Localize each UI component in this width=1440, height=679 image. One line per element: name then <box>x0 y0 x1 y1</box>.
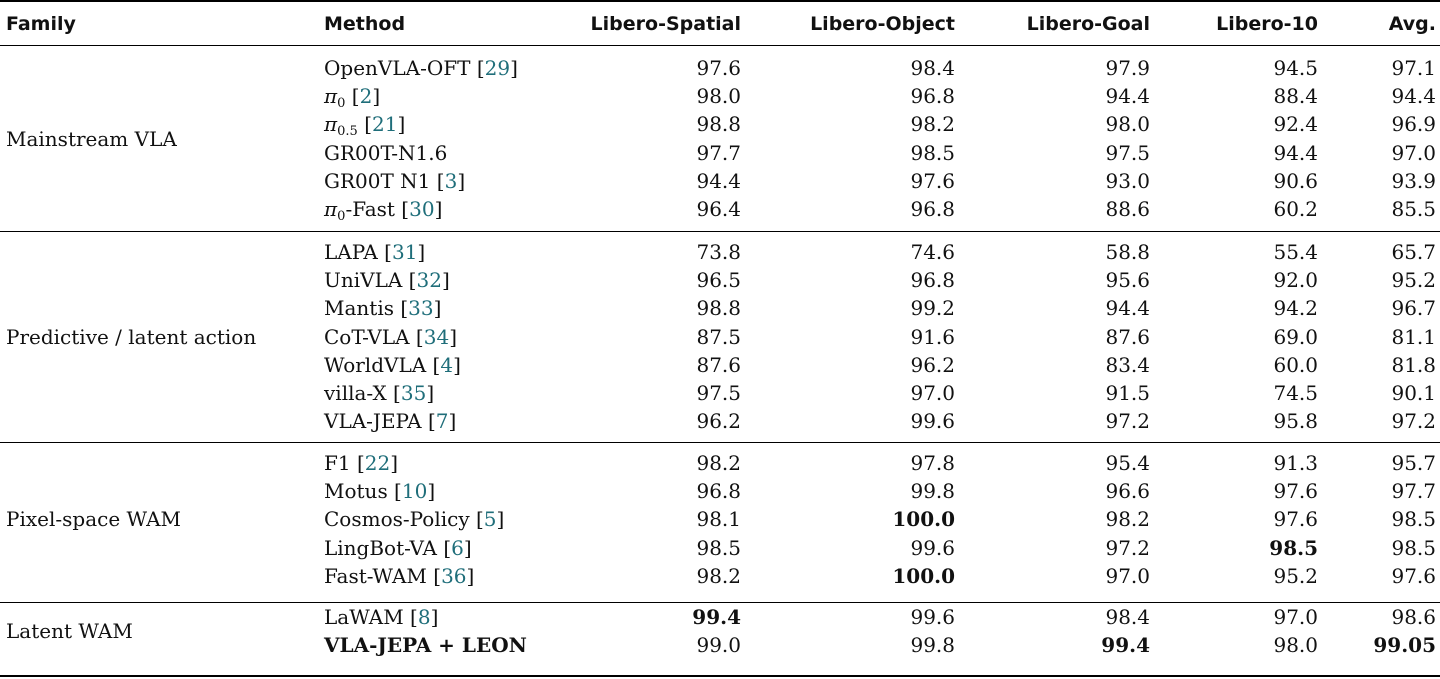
score-cell: 97.1 <box>1391 56 1436 80</box>
score-cell: 85.5 <box>1391 197 1436 221</box>
method-name: F1 [22] <box>324 451 399 475</box>
method-name: LingBot-VA [6] <box>324 535 472 560</box>
group-divider <box>0 442 1440 443</box>
score-cell: 97.0 <box>1273 605 1318 629</box>
score-cell: 58.8 <box>1105 240 1150 264</box>
score-cell: 94.4 <box>1391 84 1436 109</box>
citation-link[interactable]: 4 <box>440 352 454 377</box>
score-cell: 96.8 <box>696 479 741 504</box>
score-cell: 98.1 <box>696 507 741 532</box>
method-text: Motus <box>324 479 388 504</box>
score-cell: 74.5 <box>1273 381 1318 405</box>
score-cell: 98.2 <box>696 451 741 475</box>
score-cell: 60.0 <box>1273 352 1318 377</box>
score-cell: 81.1 <box>1391 324 1436 349</box>
method-symbol: π <box>324 197 338 221</box>
score-cell: 96.7 <box>1391 296 1436 321</box>
score-cell: 81.8 <box>1391 352 1436 377</box>
score-cell: 99.2 <box>910 296 955 321</box>
score-cell: 97.5 <box>1105 140 1150 165</box>
group-divider <box>0 231 1440 232</box>
score-cell: 92.0 <box>1273 268 1318 293</box>
header-family: Family <box>6 13 76 35</box>
score-cell: 97.6 <box>1273 507 1318 532</box>
score-cell: 96.9 <box>1391 112 1436 137</box>
bottom-rule <box>0 675 1440 677</box>
score-cell: 98.5 <box>1269 535 1318 560</box>
citation-link[interactable]: 5 <box>483 507 497 532</box>
method-text: Fast-WAM <box>324 563 427 588</box>
score-cell: 97.6 <box>910 168 955 193</box>
score-cell: 94.4 <box>1273 140 1318 165</box>
citation-link[interactable]: 22 <box>364 451 391 475</box>
score-cell: 96.2 <box>910 352 955 377</box>
score-cell: 98.2 <box>910 112 955 137</box>
score-cell: 96.4 <box>696 197 741 221</box>
header-col: Libero-Goal <box>1026 13 1150 35</box>
score-cell: 97.5 <box>696 381 741 405</box>
score-cell: 91.5 <box>1105 381 1150 405</box>
score-cell: 96.2 <box>696 409 741 434</box>
score-cell: 88.4 <box>1273 84 1318 109</box>
method-text: GR00T-N1.6 <box>324 140 448 165</box>
method-symbol: π <box>324 84 338 109</box>
score-cell: 98.0 <box>696 84 741 109</box>
score-cell: 98.8 <box>696 112 741 137</box>
score-cell: 97.7 <box>696 140 741 165</box>
score-cell: 99.6 <box>910 605 955 629</box>
method-text: VLA-JEPA + LEON <box>324 633 527 658</box>
score-cell: 55.4 <box>1273 240 1318 264</box>
citation-link[interactable]: 35 <box>400 381 427 405</box>
score-cell: 97.8 <box>910 451 955 475</box>
method-text: OpenVLA-OFT <box>324 56 471 80</box>
method-name: GR00T N1 [3] <box>324 168 466 193</box>
method-name: Cosmos-Policy [5] <box>324 507 505 532</box>
score-cell: 94.4 <box>1105 84 1150 109</box>
method-text: UniVLA <box>324 268 403 293</box>
score-cell: 92.4 <box>1273 112 1318 137</box>
method-name: VLA-JEPA [7] <box>324 409 457 434</box>
method-name <box>324 633 527 657</box>
method-name: $\pi_0$ [2] <box>324 84 381 112</box>
score-cell: 98.2 <box>1105 507 1150 532</box>
score-cell: 60.2 <box>1273 197 1318 221</box>
score-cell: 97.0 <box>1391 140 1436 165</box>
score-cell: 97.9 <box>1105 56 1150 80</box>
family-label: Pixel-space WAM <box>6 507 181 532</box>
score-cell: 91.3 <box>1273 451 1318 475</box>
citation-link[interactable]: 30 <box>409 197 435 221</box>
citation-link[interactable]: 8 <box>417 605 431 629</box>
header-col: Libero-Spatial <box>590 13 741 35</box>
family-label: Predictive / latent action <box>6 324 257 349</box>
method-name: $\pi_0$-Fast [30] <box>324 197 443 224</box>
method-text: villa-X <box>324 381 387 405</box>
citation-link[interactable]: 33 <box>408 296 434 321</box>
score-cell: 87.5 <box>696 324 741 349</box>
score-cell: 87.6 <box>1105 324 1150 349</box>
method-text: LingBot-VA <box>324 535 437 560</box>
score-cell: 98.0 <box>1105 112 1150 137</box>
method-name: WorldVLA [4] <box>324 352 461 377</box>
score-cell: 94.4 <box>696 168 741 193</box>
citation-link[interactable]: 21 <box>372 112 398 137</box>
method-text: GR00T N1 <box>324 168 431 193</box>
score-cell: 97.2 <box>1105 535 1150 560</box>
score-cell: 99.6 <box>910 409 955 434</box>
method-name: villa-X [35] <box>324 381 435 405</box>
score-cell: 73.8 <box>696 240 741 264</box>
method-text: CoT-VLA <box>324 324 410 349</box>
score-cell: 100.0 <box>892 507 955 532</box>
citation-link[interactable]: 34 <box>423 324 450 349</box>
method-text: Mantis <box>324 296 394 321</box>
score-cell: 95.7 <box>1391 451 1436 475</box>
method-name: OpenVLA-OFT [29] <box>324 56 518 80</box>
score-cell: 69.0 <box>1273 324 1318 349</box>
method-name: LAPA [31] <box>324 240 426 264</box>
score-cell: 91.6 <box>910 324 955 349</box>
score-cell: 95.2 <box>1391 268 1436 293</box>
score-cell: 98.4 <box>1105 605 1150 629</box>
method-text: Cosmos-Policy <box>324 507 470 532</box>
method-name <box>324 141 447 165</box>
score-cell: 90.1 <box>1391 381 1436 405</box>
score-cell: 99.4 <box>692 605 741 629</box>
score-cell: 99.6 <box>910 535 955 560</box>
family-label: Mainstream VLA <box>6 126 177 151</box>
score-cell: 97.6 <box>696 56 741 80</box>
citation-link[interactable]: 6 <box>451 535 464 560</box>
header-col: Avg. <box>1388 13 1436 35</box>
score-cell: 97.6 <box>1273 479 1318 504</box>
score-cell: 98.6 <box>1391 605 1436 629</box>
score-cell: 74.6 <box>910 240 955 264</box>
score-cell: 97.2 <box>1105 409 1150 434</box>
score-cell: 99.4 <box>1101 633 1150 658</box>
header-col: Libero-Object <box>810 13 955 35</box>
method-text: LaWAM <box>324 605 404 629</box>
score-cell: 98.5 <box>1391 507 1436 532</box>
score-cell: 100.0 <box>892 563 955 588</box>
method-text: VLA-JEPA <box>324 409 422 434</box>
score-cell: 98.5 <box>910 140 955 165</box>
method-subscript: 0 <box>337 209 346 224</box>
score-cell: 99.05 <box>1373 633 1436 658</box>
citation-link[interactable]: 32 <box>416 268 442 293</box>
score-cell: 97.2 <box>1391 409 1436 434</box>
score-cell: 94.5 <box>1273 56 1318 80</box>
score-cell: 98.5 <box>1391 535 1436 560</box>
score-cell: 96.8 <box>910 197 955 221</box>
method-suffix: -Fast <box>345 197 395 221</box>
score-cell: 98.8 <box>696 296 741 321</box>
top-rule <box>0 0 1440 2</box>
method-name: UniVLA [32] <box>324 268 450 293</box>
family-label: Latent WAM <box>6 619 133 644</box>
score-cell: 96.8 <box>910 84 955 109</box>
score-cell: 97.7 <box>1391 479 1436 504</box>
header-col: Libero-10 <box>1216 13 1318 35</box>
method-text: F1 <box>324 451 351 475</box>
score-cell: 94.2 <box>1273 296 1318 321</box>
score-cell: 99.8 <box>910 479 955 504</box>
method-name: LaWAM [8] <box>324 605 439 629</box>
header-rule <box>0 45 1440 46</box>
citation-link[interactable]: 2 <box>359 84 373 109</box>
score-cell: 87.6 <box>696 352 741 377</box>
score-cell: 95.2 <box>1273 563 1318 588</box>
score-cell: 97.0 <box>1105 563 1150 588</box>
score-cell: 98.2 <box>696 563 741 588</box>
score-cell: 83.4 <box>1105 352 1150 377</box>
score-cell: 96.8 <box>910 268 955 293</box>
score-cell: 96.6 <box>1105 479 1150 504</box>
citation-link[interactable]: 31 <box>391 240 418 264</box>
header-method: Method <box>324 13 406 35</box>
method-name: CoT-VLA [34] <box>324 324 458 349</box>
citation-link[interactable]: 10 <box>401 479 428 504</box>
score-cell: 93.0 <box>1105 168 1150 193</box>
method-text: LAPA <box>324 240 378 264</box>
method-name: Fast-WAM [36] <box>324 563 475 588</box>
score-cell: 98.0 <box>1273 633 1318 658</box>
score-cell: 65.7 <box>1391 240 1436 264</box>
method-symbol: π <box>324 112 338 137</box>
score-cell: 96.5 <box>696 268 741 293</box>
method-name: Mantis [33] <box>324 296 442 321</box>
method-name: $\pi_{0.5}$ [21] <box>324 112 406 140</box>
score-cell: 99.0 <box>696 633 741 658</box>
citation-link[interactable]: 7 <box>435 409 449 434</box>
score-cell: 98.4 <box>910 56 955 80</box>
group-divider <box>0 602 1440 603</box>
score-cell: 93.9 <box>1391 168 1436 193</box>
score-cell: 95.6 <box>1105 268 1150 293</box>
score-cell: 95.8 <box>1273 409 1318 434</box>
score-cell: 88.6 <box>1105 197 1150 221</box>
method-name: Motus [10] <box>324 479 436 504</box>
citation-link[interactable]: 29 <box>484 56 511 80</box>
score-cell: 90.6 <box>1273 168 1318 193</box>
score-cell: 98.5 <box>696 535 741 560</box>
method-subscript: 0.5 <box>337 124 358 140</box>
score-cell: 95.4 <box>1105 451 1150 475</box>
score-cell: 97.6 <box>1391 563 1436 588</box>
score-cell: 94.4 <box>1105 296 1150 321</box>
method-text: WorldVLA <box>324 352 427 377</box>
citation-link[interactable]: 3 <box>444 168 458 193</box>
method-subscript: 0 <box>337 96 346 112</box>
score-cell: 97.0 <box>910 381 955 405</box>
citation-link[interactable]: 36 <box>441 563 467 588</box>
score-cell: 99.8 <box>910 633 955 658</box>
